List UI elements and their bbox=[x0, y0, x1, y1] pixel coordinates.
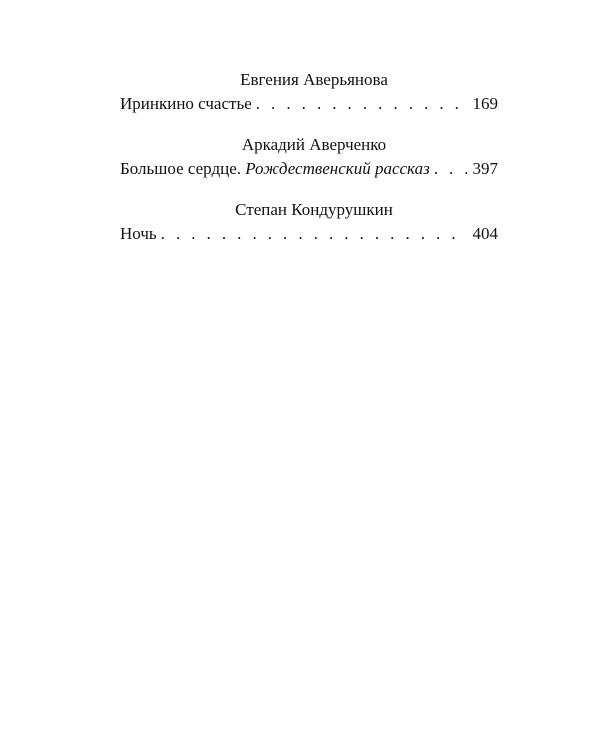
author-name: Евгения Аверьянова bbox=[240, 70, 388, 89]
dot-leader bbox=[434, 157, 467, 181]
page-number: 397 bbox=[472, 159, 498, 178]
work-subtitle: Рождественский рассказ bbox=[245, 159, 430, 178]
toc-line[interactable] bbox=[120, 157, 498, 181]
toc-entry bbox=[120, 133, 498, 181]
toc-entry bbox=[120, 198, 498, 246]
page-number: 169 bbox=[472, 94, 498, 113]
page-number: 404 bbox=[472, 224, 498, 243]
toc-line[interactable] bbox=[120, 92, 498, 116]
work-title bbox=[120, 92, 252, 116]
table-of-contents bbox=[120, 68, 498, 263]
work-title-text: Большое сердце. bbox=[120, 159, 241, 178]
work-title bbox=[120, 157, 430, 181]
toc-line[interactable] bbox=[120, 222, 498, 246]
toc-entry bbox=[120, 68, 498, 116]
work-title bbox=[120, 222, 157, 246]
author-name: Аркадий Аверченко bbox=[241, 135, 387, 154]
work-title-text: Иринкино счастье bbox=[120, 94, 252, 113]
dot-leader bbox=[256, 92, 467, 116]
author-name: Степан Кондурушкин bbox=[235, 200, 393, 219]
dot-leader bbox=[161, 222, 467, 246]
work-title-text: Ночь bbox=[120, 224, 157, 243]
